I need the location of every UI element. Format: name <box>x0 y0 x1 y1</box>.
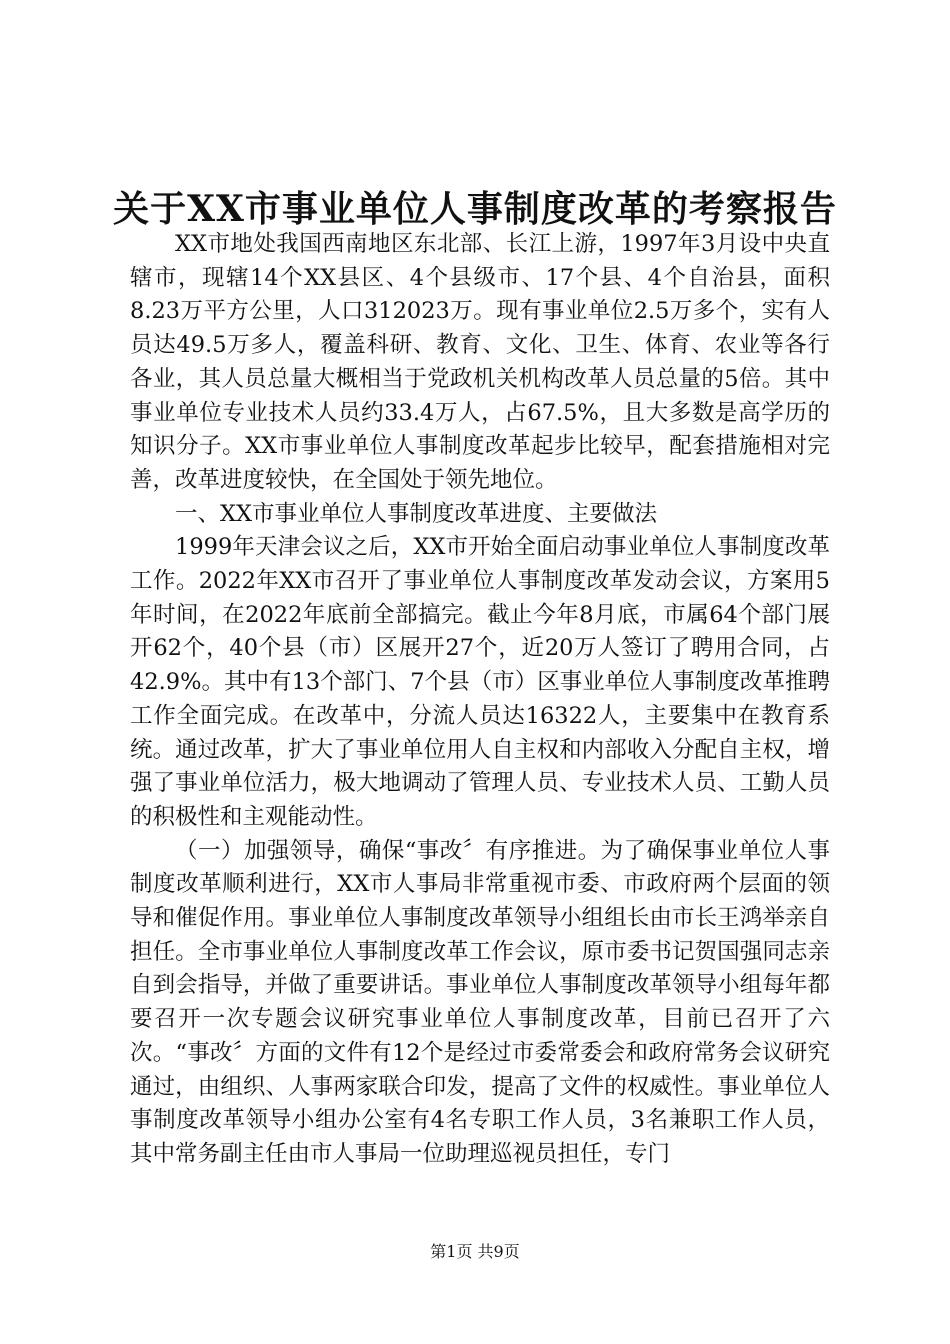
document-body <box>130 228 830 1172</box>
paragraph-intro: XX市地处我国西南地区东北部、长江上游，1997年3月设中央直辖市，现辖14个XX县区、4个县级市、17个县、4个自治县，面积8.23万平方公里，人口312023万。现有事业单位2.5万多个，实有人员达49.5万多人，覆盖科研、教育、文化、卫生、体育、农业等各行各业，其人员总量大概相当于党政机关机构改革人员总量的5倍。其中事业单位专业技术人员约33.4万人，占67.5%，且大多数是高学历的知识分子。XX市事业单位人事制度改革起步比较早，配套措施相对完善，改革进度较快，在全国处于领先地位。 <box>130 231 830 493</box>
paragraph-progress: 1999年天津会议之后，XX市开始全面启动事业单位人事制度改革工作。2022年XX市召开了事业单位人事制度改革发动会议，方案用5年时间，在2022年底前全部搞完。截止今年8月底，市属64个部门展开62个，40个县（市）区展开27个，近20万人签订了聘用合同，占42.9%。其中有13个部门、7个县（市）区事业单位人事制度改革推聘工作全面完成。在改革中，分流人员达16322人，主要集中在教育系统。通过改革，扩大了事业单位用人自主权和内部收入分配自主权，增强了事业单位活力，极大地调动了管理人员、专业技术人员、工勤人员的积极性和主观能动性。 <box>130 534 830 830</box>
page-footer: 第1页 共9页 <box>430 1242 520 1261</box>
document-title: 关于XX市事业单位人事制度改革的考察报告 <box>113 188 837 230</box>
section-heading-1: 一、XX市事业单位人事制度改革进度、主要做法 <box>175 500 658 527</box>
paragraph-leadership: （一）加强领导，确保“事改〞有序推进。为了确保事业单位人事制度改革顺利进行，XX市人事局非常重视市委、市政府两个层面的领导和催促作用。事业单位人事制度改革领导小组组长由市长王鸿举亲自担任。全市事业单位人事制度改革工作会议，原市委书记贺国强同志亲自到会指导，并做了重要讲话。事业单位人事制度改革领导小组每年都要召开一次专题会议研究事业单位人事制度改革，目前已召开了六次。“事改〞方面的文件有12个是经过市委常委会和政府常务会议研究通过，由组织、人事两家联合印发，提高了文件的权威性。事业单位人事制度改革领导小组办公室有4名专职工作人员，3名兼职工作人员，其中常务副主任由市人事局一位助理巡视员担任，专门 <box>130 837 830 1167</box>
